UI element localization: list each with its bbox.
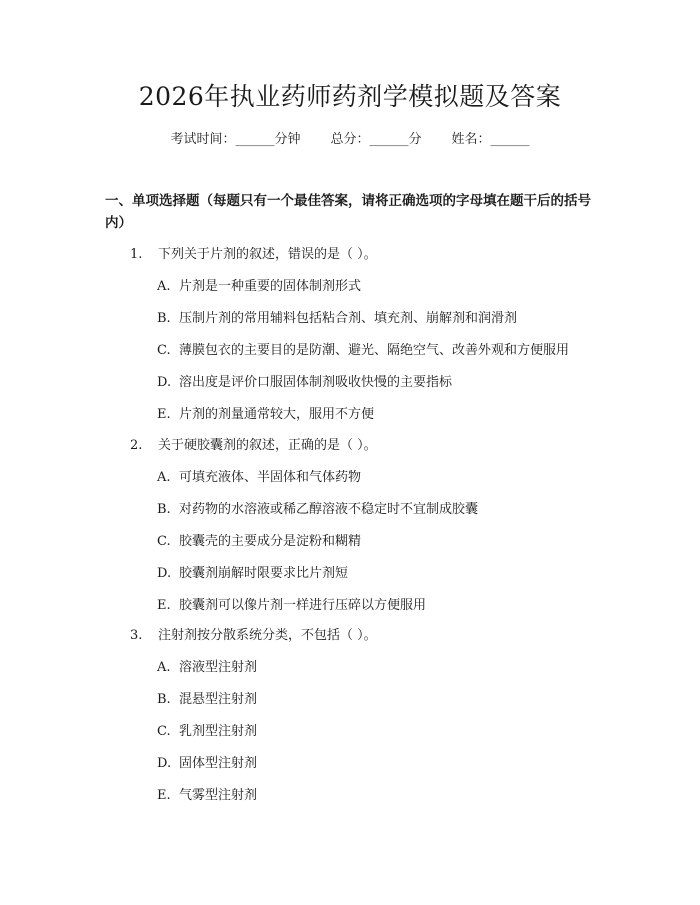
question-number: 3. (130, 628, 143, 643)
option-text: 混悬型注射剂 (179, 692, 258, 707)
answer-option (157, 373, 452, 393)
answer-option (157, 690, 257, 710)
answer-option (157, 405, 374, 425)
answer-option (157, 658, 257, 678)
document-title: 2026年执业药师药剂学模拟题及答案 (138, 82, 562, 111)
total-score-field: 总分：______分 (330, 132, 422, 147)
option-text: 薄膜包衣的主要目的是防潮、避光、隔绝空气、改善外观和方便服用 (179, 343, 570, 358)
student-name-field: 姓名：______ (451, 132, 530, 147)
option-text: 胶囊壳的主要成分是淀粉和糊精 (179, 534, 362, 549)
answer-option (157, 468, 361, 488)
question-stem (130, 436, 377, 456)
answer-option (157, 564, 348, 584)
question-text: 下列关于片剂的叙述，错误的是（ ）。 (158, 247, 377, 262)
option-letter: E. (157, 407, 171, 422)
answer-option (157, 341, 569, 361)
answer-option (157, 309, 517, 329)
option-letter: C. (157, 343, 171, 358)
option-letter: A. (157, 660, 171, 675)
answer-option (157, 277, 361, 297)
option-letter: C. (157, 724, 171, 739)
section-heading: 一、单项选择题（每题只有一个最佳答案，请将正确选项的字母填在题干后的括号内） (105, 193, 591, 231)
option-letter: A. (157, 279, 171, 294)
option-letter: D. (157, 566, 172, 581)
option-letter: A. (157, 470, 171, 485)
option-text: 对药物的水溶液或稀乙醇溶液不稳定时不宜制成胶囊 (179, 502, 479, 517)
option-text: 可填充液体、半固体和气体药物 (179, 470, 362, 485)
option-text: 压制片剂的常用辅料包括粘合剂、填充剂、崩解剂和润滑剂 (179, 311, 518, 326)
answer-option (157, 596, 426, 616)
option-letter: B. (157, 502, 171, 517)
option-text: 片剂是一种重要的固体制剂形式 (179, 279, 362, 294)
answer-option (157, 722, 257, 742)
option-text: 溶出度是评价口服固体制剂吸收快慢的主要指标 (179, 375, 453, 390)
option-text: 固体型注射剂 (179, 756, 258, 771)
option-text: 片剂的剂量通常较大，服用不方便 (179, 407, 375, 422)
option-letter: D. (157, 375, 172, 390)
question-text: 关于硬胶囊剂的叙述，正确的是（ ）。 (158, 438, 377, 453)
option-letter: B. (157, 311, 171, 326)
option-letter: E. (157, 598, 171, 613)
question-stem (130, 626, 377, 646)
option-text: 胶囊剂崩解时限要求比片剂短 (179, 566, 349, 581)
option-text: 气雾型注射剂 (179, 788, 258, 803)
question-number: 1. (130, 247, 143, 262)
option-letter: D. (157, 756, 172, 771)
answer-option (157, 532, 361, 552)
answer-option (157, 500, 478, 520)
question-stem (130, 245, 377, 265)
question-text: 注射剂按分散系统分类，不包括（ ）。 (158, 628, 377, 643)
option-text: 溶液型注射剂 (179, 660, 258, 675)
option-text: 乳剂型注射剂 (179, 724, 258, 739)
question-number: 2. (130, 438, 143, 453)
exam-time-field: 考试时间：______分钟 (170, 132, 301, 147)
option-letter: C. (157, 534, 171, 549)
answer-option (157, 786, 257, 806)
option-letter: B. (157, 692, 171, 707)
option-text: 胶囊剂可以像片剂一样进行压碎以方便服用 (179, 598, 427, 613)
option-letter: E. (157, 788, 171, 803)
answer-option (157, 754, 257, 774)
exam-info-line (0, 130, 700, 150)
